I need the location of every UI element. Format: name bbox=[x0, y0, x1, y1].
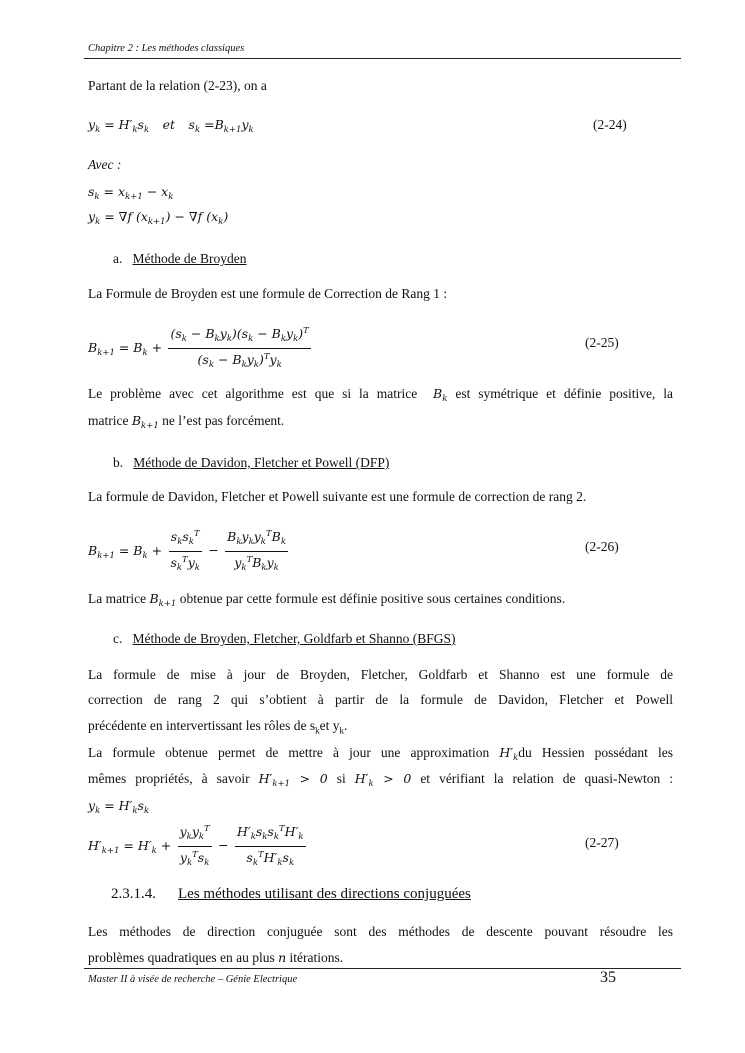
quasi-newton-relation: $y_k = H'_ks_k$ bbox=[88, 798, 150, 816]
section-c-line1: La formule de mise à jour de Broyden, Fletcher, Goldfarb et Shanno est une formule de bbox=[88, 667, 673, 682]
equation-number-2-26: (2-26) bbox=[585, 539, 619, 554]
definition-s: $s_k = x_{k+1} - x_k$ bbox=[88, 184, 174, 202]
eq26-fraction-1: $\frac{s_ks_k^T}{s_k^Ty_k}$ bbox=[170, 529, 200, 573]
subsection-number: 2.3.1.4. bbox=[111, 886, 156, 902]
intro-text: Partant de la relation (2-23), on a bbox=[88, 78, 267, 93]
subsection-title: Les méthodes utilisant des directions conjuguées bbox=[178, 886, 471, 902]
section-c-title: Méthode de Broyden, Fletcher, Goldfarb et Shanno (BFGS) bbox=[132, 631, 456, 646]
definition-y: $y_k = \nabla f$ $(x_{k+1}) - \nabla f$ $(x_k)$ bbox=[88, 209, 229, 227]
equation-number-2-24: (2-24) bbox=[593, 117, 627, 132]
equation-2-26: $B_{k+1} = B_k$ + $\frac{s_ks_k^T}{s_k^Ty_k}$ − $\frac{B_ky_ky_k^TB_k}{y_k^TB_ky_k}$ bbox=[88, 527, 291, 576]
section-a-title: Méthode de Broyden bbox=[132, 251, 247, 266]
section-c-line3: précédente en intervertissant les rôles de $s_ket$ $y_k$. bbox=[88, 718, 348, 736]
section-a-heading bbox=[113, 251, 246, 267]
section-a-text: La Formule de Broyden est une formule de Correction de Rang 1 : bbox=[88, 286, 448, 301]
eq24-connector: et bbox=[162, 117, 176, 132]
paragraph-2-25-line2: matrice $B_{k+1}$ ne l’est pas forcément. bbox=[88, 413, 285, 431]
section-b-marker: b. bbox=[113, 455, 124, 470]
section-c-line5: mêmes propriétés, à savoir $H'_{k+1} > 0$ si $H'_k > 0$ et vérifiant la relation de quasi-Newton : bbox=[88, 771, 674, 789]
section-b-title: Méthode de Davidon, Fletcher et Powell (DFP) bbox=[133, 455, 390, 470]
section-b-text: La formule de Davidon, Fletcher et Powell suivante est une formule de correction de rang 2. bbox=[88, 489, 587, 504]
eq25-fraction: $\frac{(s_k - B_ky_k)(s_k - B_ky_k)^T}{(s_k - B_ky_k)^Ty_k}$ bbox=[170, 326, 309, 370]
section-a-marker: a. bbox=[113, 251, 123, 266]
final-line1: Les méthodes de direction conjuguée sont des méthodes de descente pouvant résoudre les bbox=[88, 924, 673, 939]
section-b-heading bbox=[113, 455, 389, 471]
equation-number-2-27: (2-27) bbox=[585, 835, 619, 850]
section-c-heading bbox=[113, 631, 456, 647]
final-line2: problèmes quadratiques en au plus n itérations. bbox=[88, 950, 344, 965]
running-header: Chapitre 2 : Les méthodes classiques bbox=[88, 43, 245, 54]
header-rule bbox=[84, 58, 681, 59]
paragraph-2-26: La matrice $B_{k+1}$ obtenue par cette formule est définie positive sous certaines conditions. bbox=[88, 591, 566, 609]
eq27-fraction-2: $\frac{H'_ks_ks_k^TH'_k}{s_k^TH'_ks_k}$ bbox=[236, 824, 304, 868]
equation-2-25: $B_{k+1} = B_k$ + $\frac{(s_k - B_ky_k)(s_k - B_ky_k)^T}{(s_k - B_ky_k)^Ty_k}$ bbox=[88, 324, 314, 373]
equation-2-24: $y_k = H'_ks_k$ et $s_k =B_{k+1}y_k$ bbox=[88, 117, 254, 135]
equation-2-27: $H'_{k+1} = H'_k$ + $\frac{y_ky_k^T}{y_k^Ts_k}$ − $\frac{H'_ks_ks_k^TH'_k}{s_k^TH'_ks_k}$ bbox=[88, 822, 309, 871]
page-number: 35 bbox=[600, 969, 616, 986]
footer-text: Master II à visée de recherche – Génie Electrique bbox=[88, 974, 298, 985]
equation-number-2-25: (2-25) bbox=[585, 335, 619, 350]
section-c-line2: correction de rang 2 qui s’obtient à partir de la formule de Davidon, Fletcher et Powell bbox=[88, 692, 673, 707]
section-c-line4: La formule obtenue permet de mettre à jour une approximation $H'_kdu$ Hessien possédant les bbox=[88, 745, 674, 763]
avec-label: Avec : bbox=[88, 157, 122, 172]
section-c-marker: c. bbox=[113, 631, 123, 646]
eq26-fraction-2: $\frac{B_ky_ky_k^TB_k}{y_k^TB_ky_k}$ bbox=[227, 529, 286, 573]
paragraph-2-25-line1: Le problème avec cet algorithme est que si la matrice $B_k$ est symétrique et définie positive, la bbox=[88, 386, 674, 404]
footer-rule bbox=[84, 968, 681, 969]
eq27-fraction-1: $\frac{y_ky_k^T}{y_k^Ts_k}$ bbox=[179, 824, 210, 868]
subsection-heading bbox=[111, 886, 471, 903]
